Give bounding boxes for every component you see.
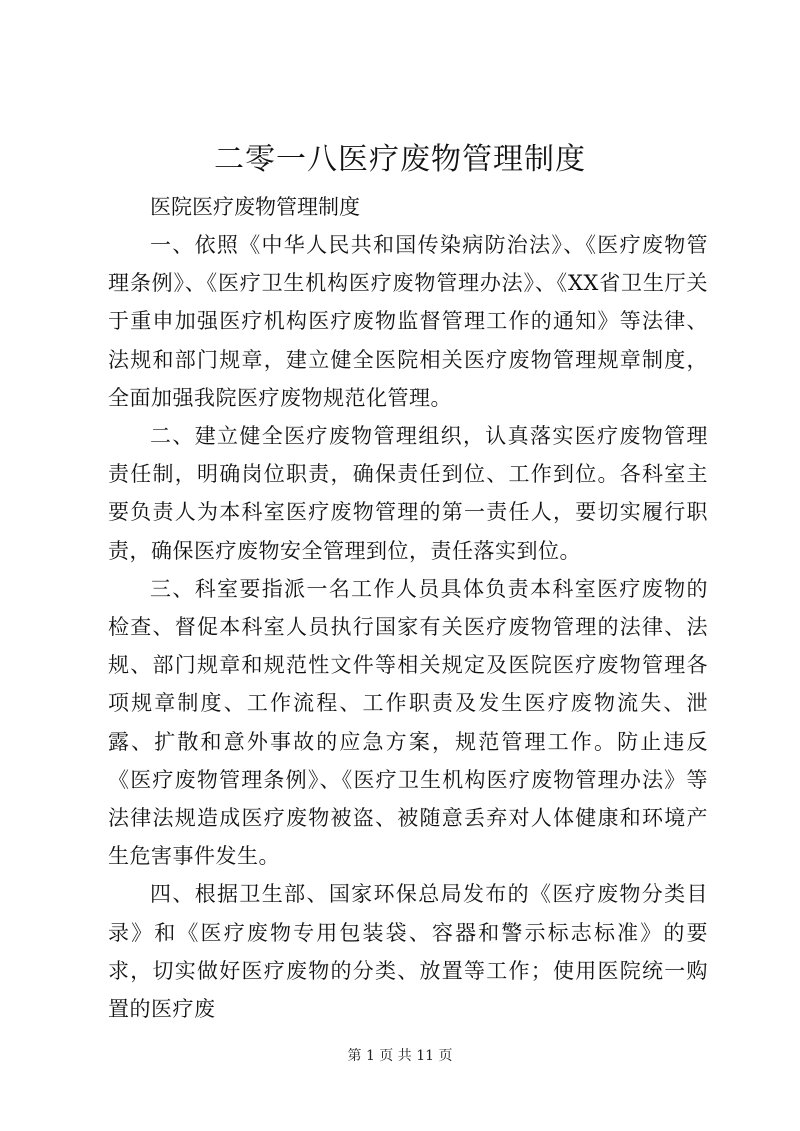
document-title: 二零一八医疗废物管理制度 — [214, 142, 586, 177]
paragraph-4: 四、根据卫生部、国家环保总局发布的《医疗废物分类目录》和《医疗废物专用包装袋、容器和警示标志标准》的要求，切实做好医疗废物的分类、放置等工作；使用医院统一购置的医疗废 — [108, 882, 708, 1022]
paragraph-1: 一、依照《中华人民共和国传染病防治法》、《医疗废物管理条例》、《医疗卫生机构医疗废物管理办法》、《XX省卫生厅关于重申加强医疗机构医疗废物监督管理工作的通知》等法律、法规和部门规章，建立健全医院相关医疗废物管理规章制度，全面加强我院医疗废物规范化管理。 — [108, 233, 708, 410]
page-indicator: 第 1 页 共 11 页 — [347, 1048, 453, 1064]
document-body — [108, 188, 708, 1028]
paragraph-2: 二、建立健全医疗废物管理组织，认真落实医疗废物管理责任制，明确岗位职责，确保责任到位、工作到位。各科室主要负责人为本科室医疗废物管理的第一责任人，要切实履行职责，确保医疗废物安全管理到位，责任落实到位。 — [108, 424, 708, 563]
document-subtitle: 医院医疗废物管理制度 — [150, 195, 360, 219]
paragraph-3: 三、科室要指派一名工作人员具体负责本科室医疗废物的检查、督促本科室人员执行国家有关医疗废物管理的法律、法规、部门规章和规范性文件等相关规定及医院医疗废物管理各项规章制度、工作流程、工作职责及发生医疗废物流失、泄露、扩散和意外事故的应急方案，规范管理工作。防止违反《医疗废物管理条例》、《医疗卫生机构医疗废物管理办法》等法律法规造成医疗废物被盗、被随意丢弃对人体健康和环境产生危害事件发生。 — [108, 576, 708, 869]
